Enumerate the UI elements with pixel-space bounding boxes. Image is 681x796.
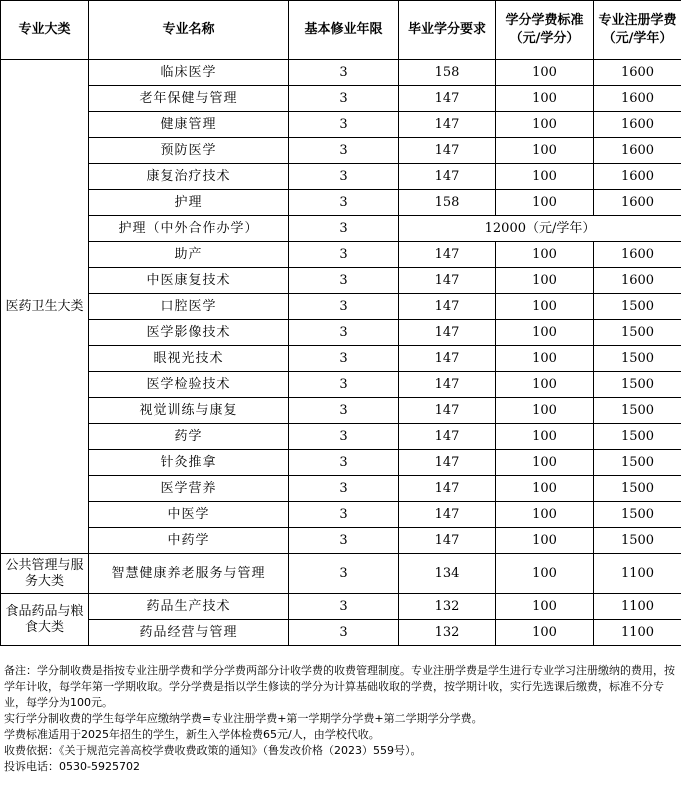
years-cell: 3 bbox=[289, 164, 399, 190]
table-row bbox=[1, 620, 681, 646]
registration-fee-cell: 1500 bbox=[594, 502, 681, 528]
credit-fee-cell: 100 bbox=[496, 190, 594, 216]
registration-fee-cell: 1100 bbox=[594, 620, 681, 646]
years-cell: 3 bbox=[289, 398, 399, 424]
registration-fee-cell: 1500 bbox=[594, 294, 681, 320]
note-applicability: 学费标准适用于2025年招生的学生，新生入学体检费65元/人，由学校代收。 bbox=[4, 728, 380, 741]
credit-fee-cell: 100 bbox=[496, 346, 594, 372]
years-cell: 3 bbox=[289, 268, 399, 294]
years-cell: 3 bbox=[289, 476, 399, 502]
major-name-cell: 预防医学 bbox=[89, 138, 289, 164]
years-cell: 3 bbox=[289, 554, 399, 594]
credit-fee-cell: 100 bbox=[496, 594, 594, 620]
credits-cell: 147 bbox=[399, 450, 496, 476]
credits-cell: 147 bbox=[399, 476, 496, 502]
credit-fee-cell: 100 bbox=[496, 424, 594, 450]
credit-fee-cell: 100 bbox=[496, 450, 594, 476]
credit-fee-cell: 100 bbox=[496, 372, 594, 398]
years-cell: 3 bbox=[289, 594, 399, 620]
registration-fee-cell: 1500 bbox=[594, 450, 681, 476]
table-row bbox=[1, 60, 681, 86]
years-cell: 3 bbox=[289, 112, 399, 138]
registration-fee-cell: 1600 bbox=[594, 164, 681, 190]
table-row bbox=[1, 476, 681, 502]
table-row bbox=[1, 242, 681, 268]
table-row bbox=[1, 424, 681, 450]
major-name-cell: 医学营养 bbox=[89, 476, 289, 502]
registration-fee-cell: 1100 bbox=[594, 554, 681, 594]
category-cell: 医药卫生大类 bbox=[1, 60, 89, 554]
registration-fee-cell: 1500 bbox=[594, 528, 681, 554]
major-name-cell: 健康管理 bbox=[89, 112, 289, 138]
table-row bbox=[1, 528, 681, 554]
registration-fee-cell: 1600 bbox=[594, 268, 681, 294]
credit-fee-cell: 100 bbox=[496, 268, 594, 294]
credit-fee-cell: 100 bbox=[496, 620, 594, 646]
credits-cell: 147 bbox=[399, 294, 496, 320]
credits-cell: 132 bbox=[399, 594, 496, 620]
credits-cell: 147 bbox=[399, 112, 496, 138]
credit-fee-cell: 100 bbox=[496, 112, 594, 138]
major-name-cell: 临床医学 bbox=[89, 60, 289, 86]
table-row bbox=[1, 190, 681, 216]
credit-fee-cell: 100 bbox=[496, 294, 594, 320]
major-name-cell: 康复治疗技术 bbox=[89, 164, 289, 190]
header-years: 基本修业年限 bbox=[289, 1, 399, 60]
major-name-cell: 药品经营与管理 bbox=[89, 620, 289, 646]
credit-fee-cell: 100 bbox=[496, 86, 594, 112]
header-category: 专业大类 bbox=[1, 1, 89, 60]
merged-fee-cell: 12000（元/学年） bbox=[399, 216, 681, 242]
credits-cell: 147 bbox=[399, 164, 496, 190]
credits-cell: 147 bbox=[399, 502, 496, 528]
years-cell: 3 bbox=[289, 60, 399, 86]
credits-cell: 147 bbox=[399, 320, 496, 346]
credits-cell: 147 bbox=[399, 372, 496, 398]
major-name-cell: 药学 bbox=[89, 424, 289, 450]
credit-fee-cell: 100 bbox=[496, 320, 594, 346]
notes-section bbox=[4, 663, 678, 775]
header-major-name: 专业名称 bbox=[89, 1, 289, 60]
major-name-cell: 助产 bbox=[89, 242, 289, 268]
registration-fee-cell: 1600 bbox=[594, 86, 681, 112]
years-cell: 3 bbox=[289, 620, 399, 646]
credit-fee-cell: 100 bbox=[496, 502, 594, 528]
registration-fee-cell: 1600 bbox=[594, 190, 681, 216]
credit-fee-cell: 100 bbox=[496, 528, 594, 554]
table-row bbox=[1, 86, 681, 112]
credit-fee-cell: 100 bbox=[496, 554, 594, 594]
table-row bbox=[1, 112, 681, 138]
major-name-cell: 医学检验技术 bbox=[89, 372, 289, 398]
years-cell: 3 bbox=[289, 242, 399, 268]
credits-cell: 132 bbox=[399, 620, 496, 646]
table-row bbox=[1, 372, 681, 398]
years-cell: 3 bbox=[289, 502, 399, 528]
note-formula: 实行学分制收费的学生每学年应缴纳学费=专业注册学费+第一学期学分学费+第二学期学分学费。 bbox=[4, 712, 483, 725]
credits-cell: 147 bbox=[399, 242, 496, 268]
registration-fee-cell: 1500 bbox=[594, 424, 681, 450]
registration-fee-cell: 1600 bbox=[594, 242, 681, 268]
major-name-cell: 医学影像技术 bbox=[89, 320, 289, 346]
registration-fee-cell: 1500 bbox=[594, 346, 681, 372]
major-name-cell: 中医学 bbox=[89, 502, 289, 528]
years-cell: 3 bbox=[289, 190, 399, 216]
years-cell: 3 bbox=[289, 320, 399, 346]
table-row bbox=[1, 346, 681, 372]
table-row bbox=[1, 268, 681, 294]
category-cell: 食品药品与粮食大类 bbox=[1, 594, 89, 646]
credits-cell: 147 bbox=[399, 528, 496, 554]
table-row bbox=[1, 216, 681, 242]
table-row bbox=[1, 398, 681, 424]
table-row bbox=[1, 554, 681, 594]
major-name-cell: 老年保健与管理 bbox=[89, 86, 289, 112]
credits-cell: 147 bbox=[399, 268, 496, 294]
credit-fee-cell: 100 bbox=[496, 60, 594, 86]
major-name-cell: 护理（中外合作办学） bbox=[89, 216, 289, 242]
registration-fee-cell: 1600 bbox=[594, 138, 681, 164]
credits-cell: 147 bbox=[399, 346, 496, 372]
table-row bbox=[1, 502, 681, 528]
table-row bbox=[1, 164, 681, 190]
header-credits: 毕业学分要求 bbox=[399, 1, 496, 60]
years-cell: 3 bbox=[289, 450, 399, 476]
table-header-row bbox=[1, 1, 681, 60]
note-remark: 备注：学分制收费是指按专业注册学费和学分学费两部分计收学费的收费管理制度。专业注册学费是学生进行专业学习注册缴纳的费用，按学年计收，每学年第一学期收取。学分学费是指以学生修读的学分为计算基础收取的学费，按学期计收，实行先选课后缴费，标准不分专业，每学分为100元。 bbox=[4, 664, 675, 709]
note-complaint-phone: 投诉电话：0530-5925702 bbox=[4, 760, 140, 773]
years-cell: 3 bbox=[289, 372, 399, 398]
years-cell: 3 bbox=[289, 216, 399, 242]
table-row bbox=[1, 450, 681, 476]
years-cell: 3 bbox=[289, 86, 399, 112]
registration-fee-cell: 1600 bbox=[594, 60, 681, 86]
credit-fee-cell: 100 bbox=[496, 242, 594, 268]
table-row bbox=[1, 320, 681, 346]
major-name-cell: 药品生产技术 bbox=[89, 594, 289, 620]
credit-fee-cell: 100 bbox=[496, 476, 594, 502]
table-row bbox=[1, 594, 681, 620]
major-name-cell: 针灸推拿 bbox=[89, 450, 289, 476]
major-name-cell: 中药学 bbox=[89, 528, 289, 554]
years-cell: 3 bbox=[289, 424, 399, 450]
years-cell: 3 bbox=[289, 138, 399, 164]
major-name-cell: 眼视光技术 bbox=[89, 346, 289, 372]
years-cell: 3 bbox=[289, 346, 399, 372]
credit-fee-cell: 100 bbox=[496, 138, 594, 164]
header-registration-fee: 专业注册学费（元/学年） bbox=[594, 1, 681, 60]
category-cell: 公共管理与服务大类 bbox=[1, 554, 89, 594]
registration-fee-cell: 1500 bbox=[594, 476, 681, 502]
major-name-cell: 口腔医学 bbox=[89, 294, 289, 320]
registration-fee-cell: 1500 bbox=[594, 372, 681, 398]
credits-cell: 134 bbox=[399, 554, 496, 594]
registration-fee-cell: 1600 bbox=[594, 112, 681, 138]
major-name-cell: 中医康复技术 bbox=[89, 268, 289, 294]
credits-cell: 147 bbox=[399, 398, 496, 424]
credits-cell: 147 bbox=[399, 424, 496, 450]
credits-cell: 147 bbox=[399, 138, 496, 164]
major-name-cell: 视觉训练与康复 bbox=[89, 398, 289, 424]
table-row bbox=[1, 138, 681, 164]
table-row bbox=[1, 294, 681, 320]
major-name-cell: 护理 bbox=[89, 190, 289, 216]
note-basis: 收费依据：《关于规范完善高校学费收费政策的通知》（鲁发改价格（2023）559号）。 bbox=[4, 744, 422, 757]
credit-fee-cell: 100 bbox=[496, 398, 594, 424]
registration-fee-cell: 1500 bbox=[594, 320, 681, 346]
registration-fee-cell: 1100 bbox=[594, 594, 681, 620]
header-credit-fee: 学分学费标准（元/学分） bbox=[496, 1, 594, 60]
years-cell: 3 bbox=[289, 294, 399, 320]
credits-cell: 158 bbox=[399, 190, 496, 216]
years-cell: 3 bbox=[289, 528, 399, 554]
major-name-cell: 智慧健康养老服务与管理 bbox=[89, 554, 289, 594]
credits-cell: 147 bbox=[399, 86, 496, 112]
credit-fee-cell: 100 bbox=[496, 164, 594, 190]
registration-fee-cell: 1500 bbox=[594, 398, 681, 424]
credits-cell: 158 bbox=[399, 60, 496, 86]
